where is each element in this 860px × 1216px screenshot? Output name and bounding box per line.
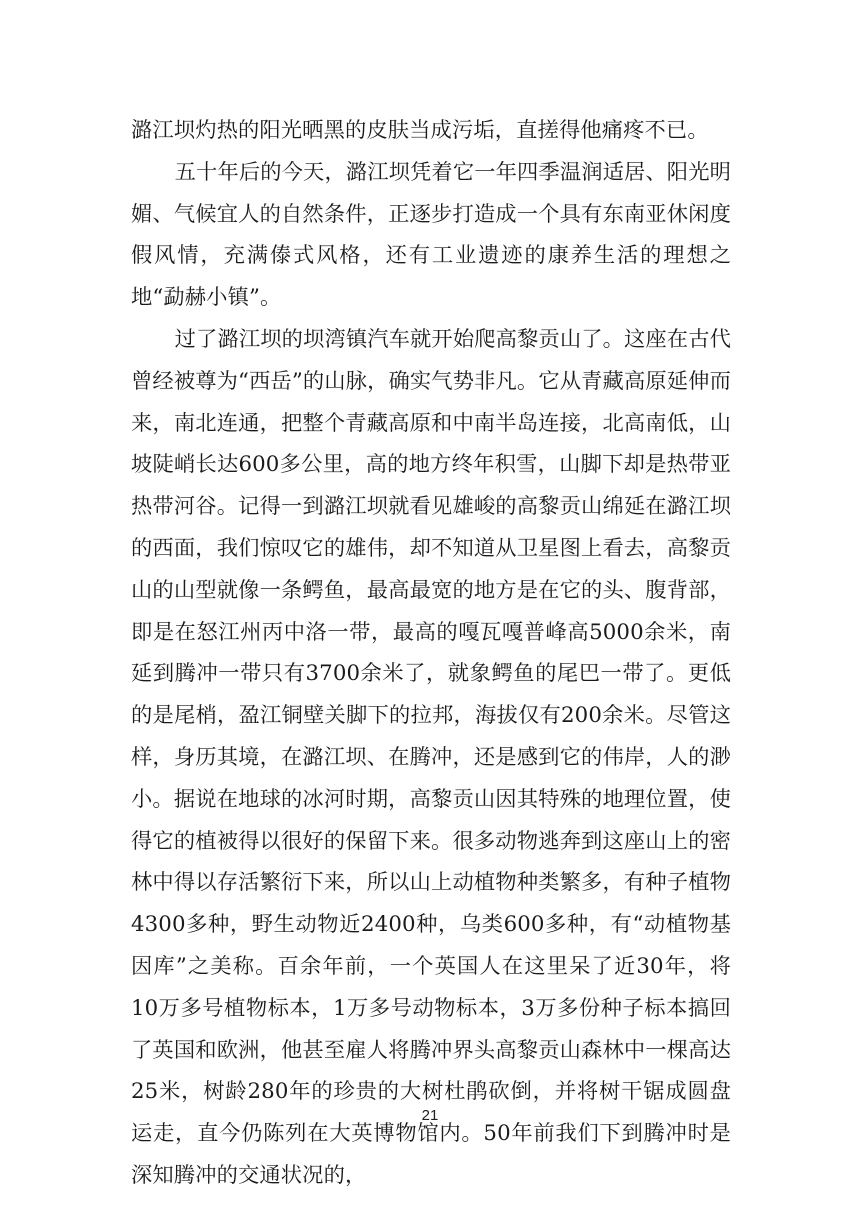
page-body [131,110,731,1197]
paragraph-1: 潞江坝灼热的阳光晒黑的皮肤当成污垢，直搓得他痛疼不已。 [131,118,709,143]
paragraph-3: 过了潞江坝的坝湾镇汽车就开始爬高黎贡山了。这座在古代曾经被尊为“西岳”的山脉，确实气势非凡。它从青藏高原延伸而来，南北连通，把整个青藏高原和中南半岛连接，北高南低，山坡陡峭长达600多公里，高的地方终年积雪，山脚下却是热带亚热带河谷。记得一到潞江坝就看见雄峻的高黎贡山绵延在潞江坝的西面，我们惊叹它的雄伟，却不知道从卫星图上看去，高黎贡山的山型就像一条鳄鱼，最高最宽的地方是在它的头、腹背部，即是在怒江州丙中洛一带，最高的嘎瓦嘎普峰高5000余米，南延到腾冲一带只有3700余米了，就象鳄鱼的尾巴一带了。更低的是尾梢，盈江铜壁关脚下的拉邦，海拔仅有200余米。尽管这样，身历其境，在潞江坝、在腾冲，还是感到它的伟岸，人的渺小。据说在地球的冰河时期，高黎贡山因其特殊的地理位置，使得它的植被得以很好的保留下来。很多动物逃奔到这座山上的密林中得以存活繁衍下来，所以山上动植物种类繁多，有种子植物4300多种，野生动物近2400种，乌类600多种，有“动植物基因库”之美称。百余年前，一个英国人在这里呆了近30年，将10万多号植物标本，1万多号动物标本，3万多份种子标本搞回了英国和欧洲，他甚至雇人将腾冲界头高黎贡山森林中一棵高达25米，树龄280年的珍贵的大树杜鹃砍倒，并将树干锯成圆盘运走，直今仍陈列在大英博物馆内。50年前我们下到腾冲时是深知腾冲的交通状况的， [131,326,731,1188]
page-number: 21 [421,1107,439,1124]
paragraph-2: 五十年后的今天，潞江坝凭着它一年四季温润适居、阳光明媚、气候宜人的自然条件，正逐步打造成一个具有东南亚休闲度假风情，充满傣式风格，还有工业遗迹的康养生活的理想之地“勐赫小镇”。 [131,159,731,311]
